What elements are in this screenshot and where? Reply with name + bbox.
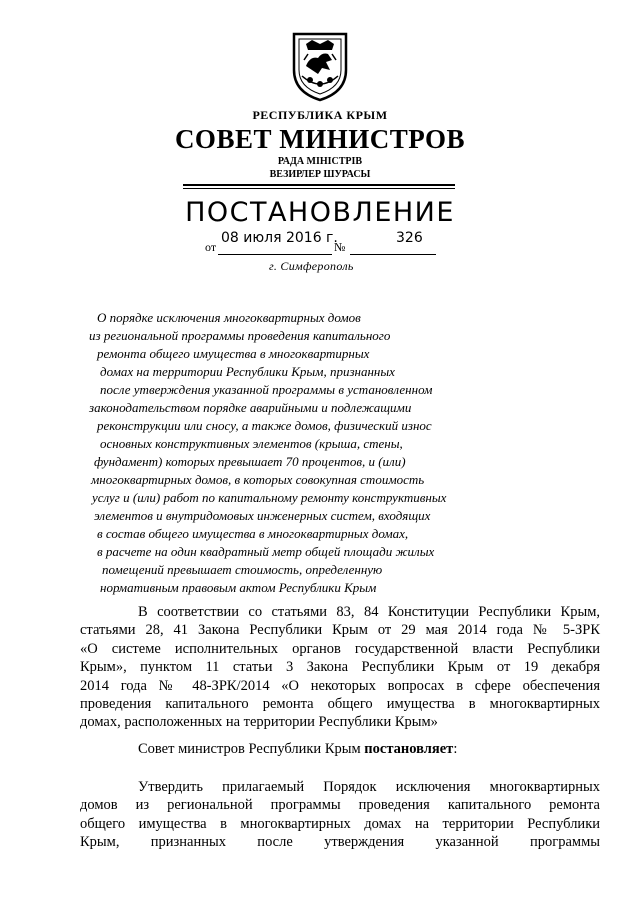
title-line: законодательством порядке аварийными и подлежащими: [89, 400, 412, 415]
paragraph-line: общего имущества в многоквартирных домах на территории Республики: [80, 815, 600, 832]
title-line: в расчете на один квадратный метр общей площади жилых: [97, 544, 435, 559]
resolution-keyword: постановляет: [364, 741, 454, 757]
title-line: ремонта общего имущества в многоквартирных: [97, 346, 370, 361]
title-line: элементов и внутридомовых инженерных систем, входящих: [94, 508, 431, 523]
paragraph-line: В соответствии со статьями 83, 84 Конституции Республики Крым,: [138, 604, 600, 620]
coat-of-arms-emblem: [288, 30, 352, 102]
approval-paragraph: [80, 778, 600, 852]
title-line: после утверждения указанной программы в установленном: [100, 382, 433, 397]
paragraph-line: домах, расположенных на территории Республики Крым»: [80, 714, 438, 731]
title-line: услуг и (или) работ по капитальному ремонту конструктивных: [92, 490, 447, 505]
date-underline: [218, 254, 332, 255]
title-line: из региональной программы проведения капитального: [89, 328, 391, 343]
number-underline: [350, 254, 436, 255]
paragraph-line: Крым, признанных после утверждения указанной программы: [80, 834, 600, 851]
decree-date: 08 июля 2016 г.: [221, 230, 338, 246]
preamble-paragraph: [80, 603, 600, 732]
number-label: №: [334, 240, 346, 254]
title-line: фундамент) которых превышает 70 процентов, и (или): [94, 454, 406, 469]
title-line: в состав общего имущества в многоквартирных домах,: [97, 526, 409, 541]
council-title-crh: ВЕЗИРЛЕР ШУРАСЫ: [269, 169, 371, 180]
resolution-text: Совет министров Республики Крым: [138, 741, 365, 757]
republic-label: РЕСПУБЛИКА КРЫМ: [252, 108, 388, 122]
resolution-paragraph: [138, 740, 598, 758]
decree-number: 326: [396, 230, 423, 246]
paragraph-line: проведения капитального ремонта общего имущества в многоквартирных: [80, 695, 600, 712]
title-line: многоквартирных домов, в которых совокупная стоимость: [91, 472, 425, 487]
title-line: помещений превышает стоимость, определенную: [102, 562, 383, 577]
council-title-ua: РАДА МІНІСТРІВ: [277, 156, 363, 167]
resolution-colon: :: [453, 741, 458, 757]
paragraph-line: статьями 28, 41 Закона Республики Крым от 29 мая 2014 года № 5-ЗРК: [80, 622, 600, 639]
title-line: основных конструктивных элементов (крыша, стены,: [100, 436, 403, 451]
title-line: нормативным правовым актом Республики Крым: [100, 580, 377, 595]
council-title: СОВЕТ МИНИСТРОВ: [174, 124, 466, 154]
paragraph-line: Утвердить прилагаемый Порядок исключения многоквартирных: [138, 779, 600, 795]
title-line: домах на территории Республики Крым, признанных: [100, 364, 395, 379]
paragraph-line: домов из региональной программы проведения капитального ремонта: [80, 797, 600, 814]
city-label: г. Симферополь: [269, 259, 354, 273]
title-line: реконструкции или сносу, а также домов, физический износ: [97, 418, 432, 433]
paragraph-line: 2014 года № 48-ЗРК/2014 «О некоторых вопросах в сфере обеспечения: [80, 677, 600, 694]
header-divider-thick: [183, 184, 455, 186]
paragraph-line: Крым», пунктом 11 статьи 3 Закона Республики Крым от 19 декабря: [80, 659, 600, 676]
header-divider-thin: [183, 188, 455, 189]
date-prefix: от: [205, 240, 217, 254]
decree-heading: ПОСТАНОВЛЕНИЕ: [185, 197, 455, 228]
paragraph-line: «О системе исполнительных органов государственной власти Республики: [80, 640, 600, 657]
title-line: О порядке исключения многоквартирных домов: [97, 310, 361, 325]
